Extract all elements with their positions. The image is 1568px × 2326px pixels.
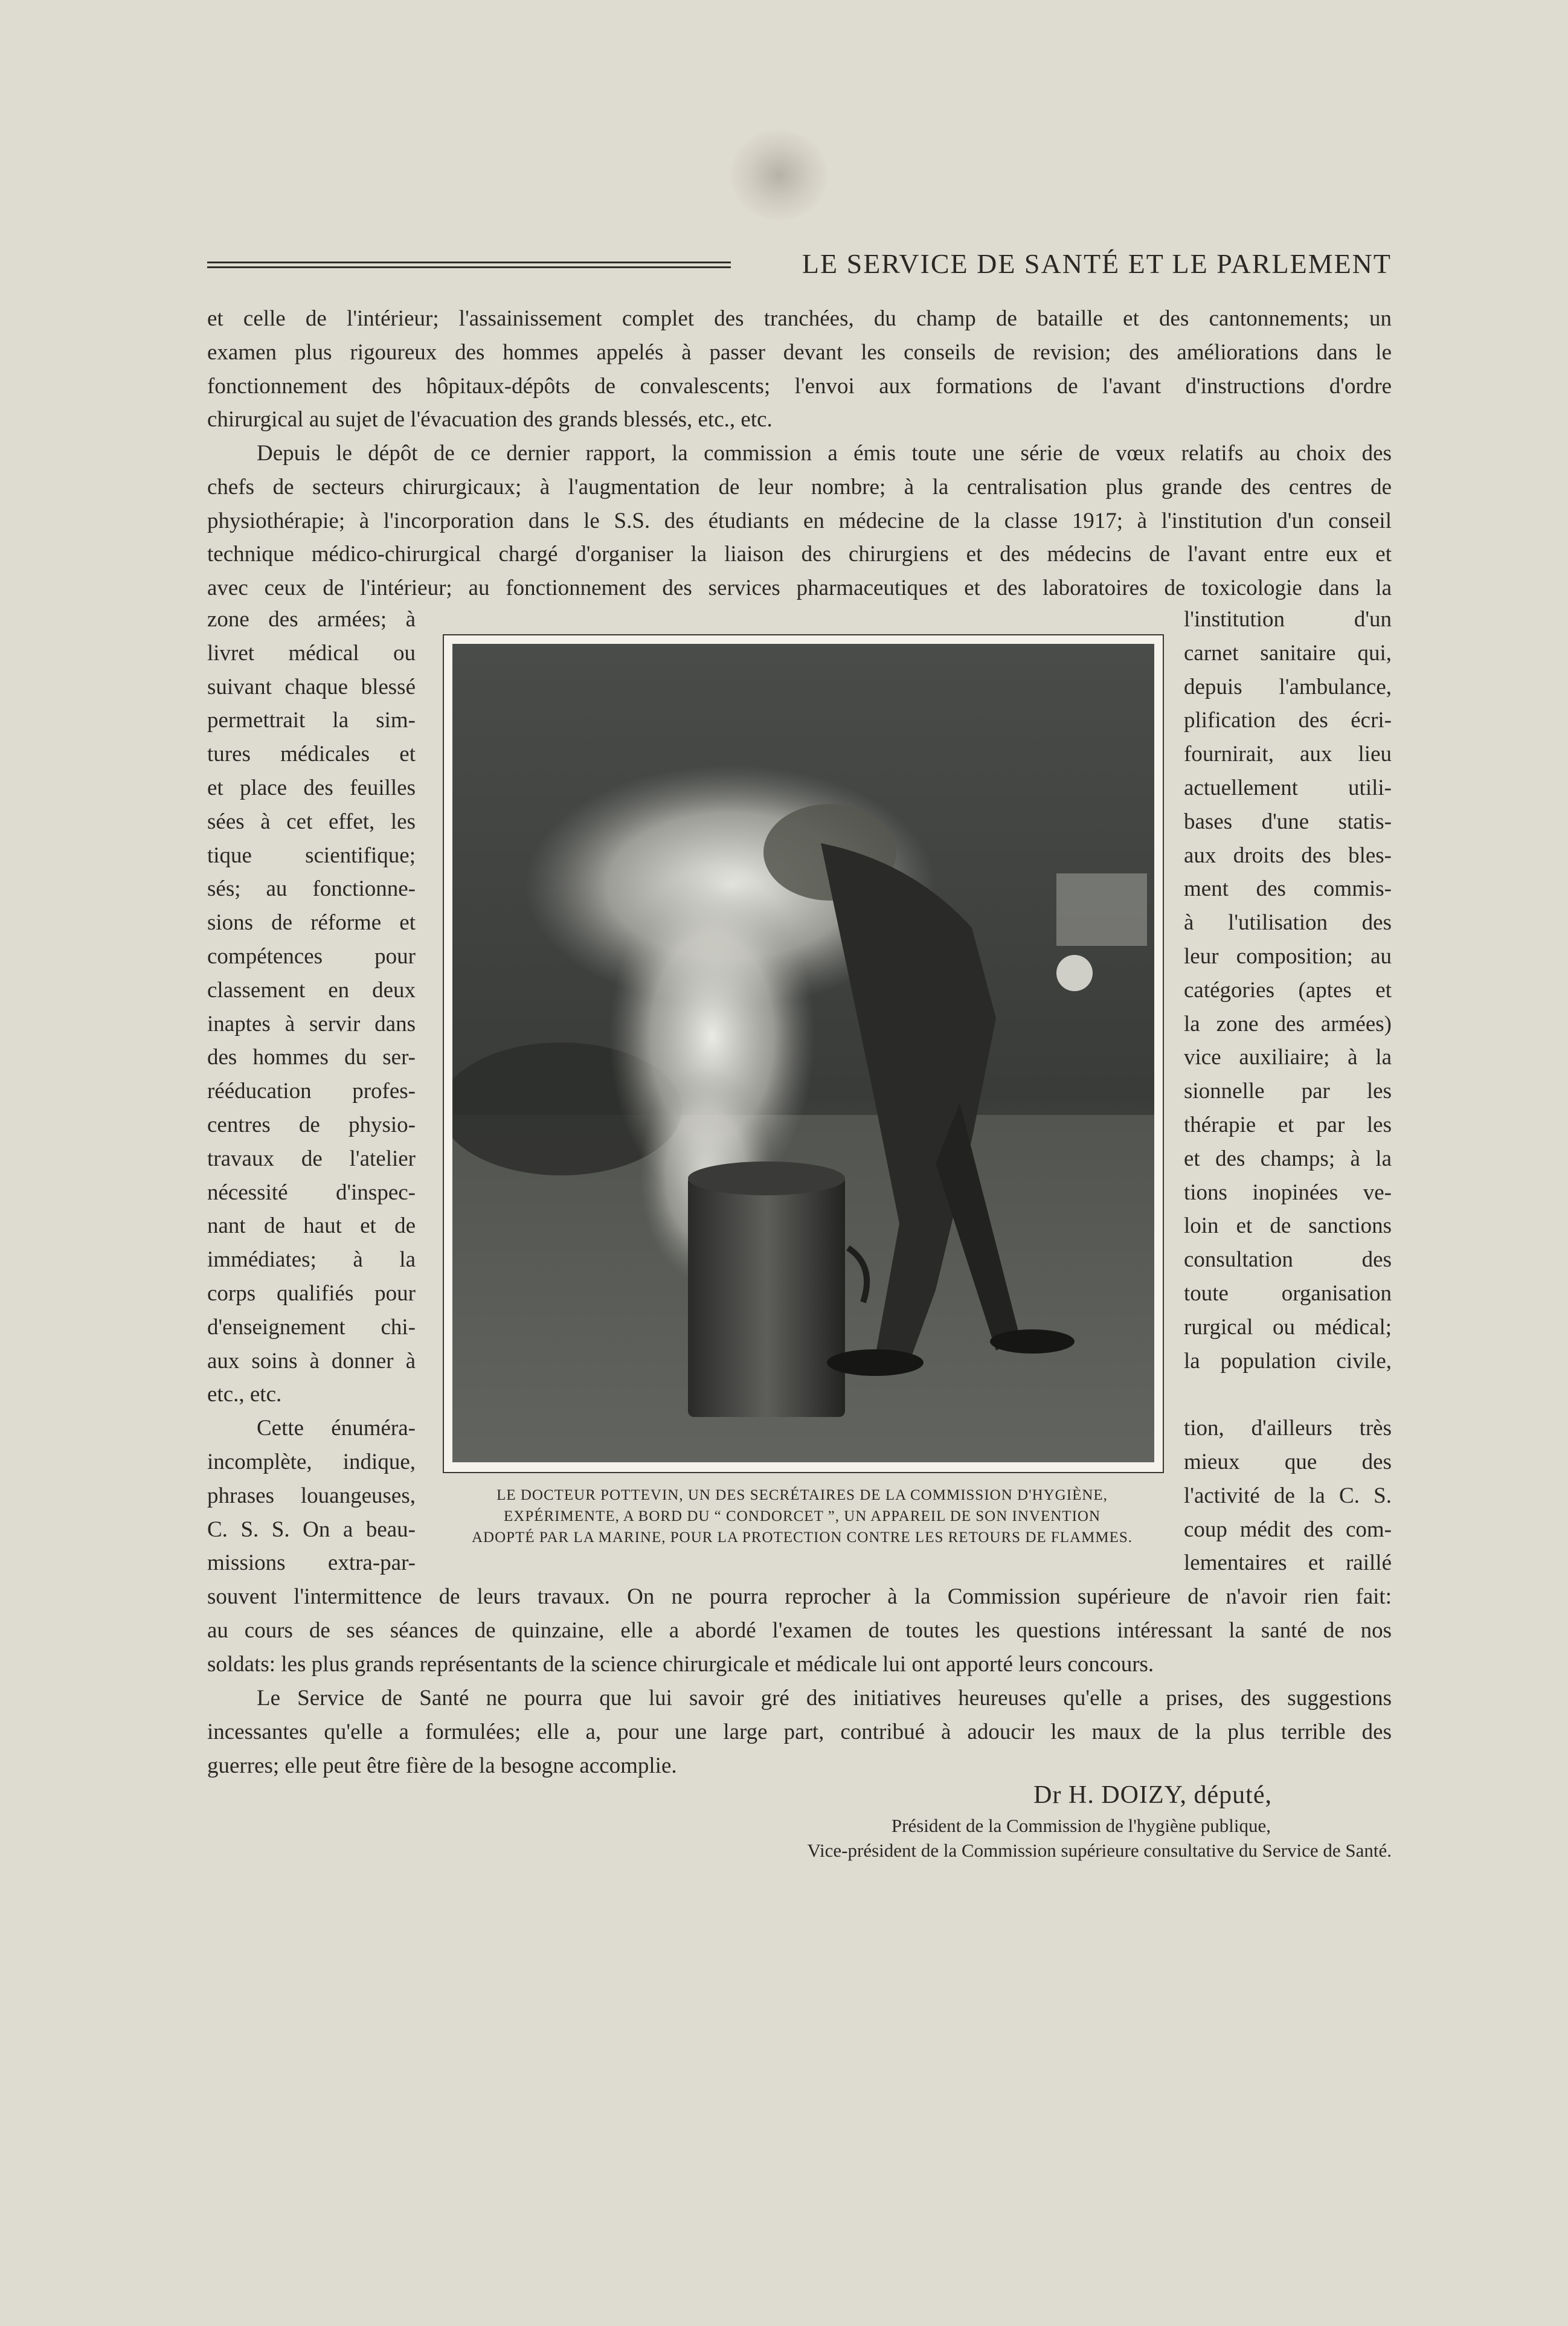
column-line: d'enseignement chi- — [207, 1314, 416, 1340]
column-line: corps qualifiés pour — [207, 1280, 416, 1306]
text-line: souvent l'intermittence de leurs travaux. On ne pourra reprocher à la Commission supérieure de n'avoir rien fait: — [207, 1584, 1392, 1609]
column-line: tions inopinées ve- — [1184, 1180, 1392, 1205]
text-line: technique médico-chirurgical chargé d'organiser la liaison des chirurgiens et des médecins de l'avant entre eux et — [207, 542, 1392, 567]
column-line: centres de physio- — [207, 1112, 416, 1137]
column-line: fournirait, aux lieu — [1184, 742, 1392, 767]
column-line: rurgical ou médical; — [1184, 1314, 1392, 1340]
column-line: bases d'une statis- — [1184, 809, 1392, 834]
text-line: incessantes qu'elle a formulées; elle a, pour une large part, contribué à adoucir les maux de la plus terrible des — [207, 1719, 1392, 1744]
column-line: catégories (aptes et — [1184, 977, 1392, 1003]
column-line: vice auxiliaire; à la — [1184, 1045, 1392, 1070]
column-line: depuis l'ambulance, — [1184, 674, 1392, 699]
column-line: leur composition; au — [1184, 943, 1392, 969]
header-rule — [207, 262, 731, 274]
text-line: Depuis le dépôt de ce dernier rapport, la commission a émis toute une série de vœux relatifs au choix des — [257, 441, 1392, 466]
column-line: l'activité de la C. S. — [1184, 1483, 1392, 1508]
column-line: sées à cet effet, les — [207, 809, 416, 834]
column-line: phrases louangeuses, — [207, 1483, 416, 1508]
column-line: nécessité d'inspec- — [207, 1180, 416, 1205]
photograph-flame-test — [452, 644, 1154, 1462]
closing-paragraph — [207, 1580, 1392, 1681]
text-line: au cours de ses séances de quinzaine, elle a abordé l'examen de toutes les questions intéressant la santé de nos — [207, 1618, 1392, 1643]
column-line: classement en deux — [207, 977, 416, 1003]
signature-title-2: Vice-président de la Commission supérieure consultative du Service de Santé. — [807, 1840, 1392, 1861]
running-header: LE SERVICE DE SANTÉ ET LE PARLEMENT — [802, 248, 1392, 279]
column-line: loin et de sanctions — [1184, 1213, 1392, 1239]
photograph-frame — [443, 634, 1164, 1473]
column-line: sions de réforme et — [207, 910, 416, 936]
column-line: actuellement utili- — [1184, 775, 1392, 800]
column-line: coup médit des com- — [1184, 1517, 1392, 1542]
paragraph-depuis — [207, 437, 1392, 605]
column-line: nant de haut et de — [207, 1213, 416, 1239]
text-line: avec ceux de l'intérieur; au fonctionnement des services pharmaceutiques et des laboratoires de toxicologie dans la — [207, 576, 1392, 601]
text-line: Le Service de Santé ne pourra que lui savoir gré des initiatives heureuses qu'elle a prises, des suggestions — [257, 1686, 1392, 1711]
column-line: lementaires et raillé — [1184, 1550, 1392, 1576]
column-line: compétences pour — [207, 943, 416, 969]
column-line: plification des écri- — [1184, 708, 1392, 733]
column-line: immédiates; à la — [207, 1247, 416, 1273]
column-line: la zone des armées) — [1184, 1011, 1392, 1036]
column-line: consultation des — [1184, 1247, 1392, 1273]
column-line: livret médical ou — [207, 640, 416, 666]
column-line: travaux de l'atelier — [207, 1146, 416, 1171]
column-line: C. S. S. On a beau- — [207, 1517, 416, 1542]
final-paragraph — [207, 1682, 1392, 1782]
column-line: la population civile, — [1184, 1348, 1392, 1373]
column-line: tique scientifique; — [207, 843, 416, 868]
column-line: et des champs; à la — [1184, 1146, 1392, 1171]
column-line: etc., etc. — [207, 1382, 282, 1407]
column-line: zone des armées; à — [207, 607, 416, 632]
left-text-column — [207, 603, 416, 1580]
column-line: toute organisation — [1184, 1280, 1392, 1306]
photo-caption — [443, 1485, 1162, 1548]
column-line: Cette énuméra- — [257, 1416, 416, 1441]
column-line — [1184, 1378, 1392, 1412]
column-line: inaptes à servir dans — [207, 1011, 416, 1036]
caption-line: EXPÉRIMENTE, A BORD DU “ CONDORCET ”, UN APPAREIL DE SON INVENTION — [504, 1508, 1100, 1524]
caption-line: LE DOCTEUR POTTEVIN, UN DES SECRÉTAIRES DE LA COMMISSION D'HYGIÈNE, — [496, 1487, 1108, 1503]
column-line: missions extra-par- — [207, 1550, 416, 1576]
text-line: chirurgical au sujet de l'évacuation des grands blessés, etc., etc. — [207, 407, 773, 432]
column-line: et place des feuilles — [207, 775, 416, 800]
text-line: soldats: les plus grands représentants de la science chirurgicale et médicale lui ont apporté leurs concours. — [207, 1651, 1154, 1677]
column-line: suivant chaque blessé — [207, 674, 416, 699]
column-line: carnet sanitaire qui, — [1184, 640, 1392, 666]
column-line: aux droits des bles- — [1184, 843, 1392, 868]
caption-line: ADOPTÉ PAR LA MARINE, POUR LA PROTECTION CONTRE LES RETOURS DE FLAMMES. — [471, 1529, 1133, 1546]
column-line: l'institution d'un — [1184, 607, 1392, 632]
column-line: tures médicales et — [207, 742, 416, 767]
column-line: rééducation profes- — [207, 1079, 416, 1104]
page-stain — [731, 130, 827, 220]
text-line: examen plus rigoureux des hommes appelés à passer devant les conseils de revision; des améliorations dans le — [207, 339, 1392, 365]
signature-name: Dr H. DOIZY, député, — [1033, 1781, 1272, 1809]
text-line: chefs de secteurs chirurgicaux; à l'augmentation de leur nombre; à la centralisation plus grande des centres de — [207, 474, 1392, 500]
right-text-column — [1184, 603, 1392, 1580]
signature-title-1: Président de la Commission de l'hygiène publique, — [891, 1815, 1271, 1836]
text-line: guerres; elle peut être fière de la besogne accomplie. — [207, 1753, 677, 1778]
intro-paragraph — [207, 302, 1392, 437]
column-line: permettrait la sim- — [207, 708, 416, 733]
column-line: tion, d'ailleurs très — [1184, 1416, 1392, 1441]
column-line: sés; au fonctionne- — [207, 876, 416, 902]
column-line: aux soins à donner à — [207, 1348, 416, 1373]
column-line: thérapie et par les — [1184, 1112, 1392, 1137]
column-line: incomplète, indique, — [207, 1449, 416, 1474]
column-line: mieux que des — [1184, 1449, 1392, 1474]
text-line: et celle de l'intérieur; l'assainissement complet des tranchées, du champ de bataille et des cantonnements; un — [207, 306, 1392, 331]
column-line: sionnelle par les — [1184, 1079, 1392, 1104]
column-line: des hommes du ser- — [207, 1045, 416, 1070]
text-line: fonctionnement des hôpitaux-dépôts de convalescents; l'envoi aux formations de l'avant d'instructions d'ordre — [207, 373, 1392, 399]
column-line: à l'utilisation des — [1184, 910, 1392, 936]
text-line: physiothérapie; à l'incorporation dans le S.S. des étudiants en médecine de la classe 1917; à l'institution d'un conseil — [207, 508, 1392, 533]
column-line: ment des commis- — [1184, 876, 1392, 902]
